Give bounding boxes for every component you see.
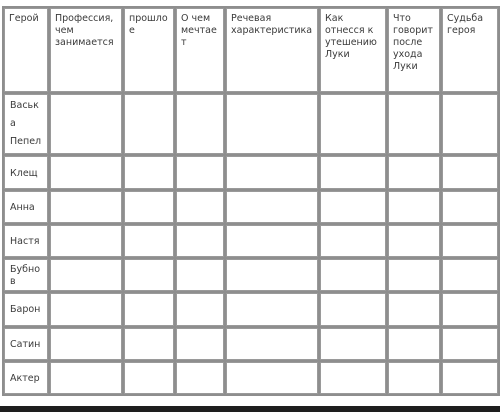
answer-cell[interactable] xyxy=(226,191,318,223)
answer-cell[interactable] xyxy=(320,259,386,291)
table-row xyxy=(4,156,498,188)
answer-cell[interactable] xyxy=(226,293,318,325)
answer-cell[interactable] xyxy=(320,156,386,188)
header-past: прошлое xyxy=(124,8,174,92)
answer-cell[interactable] xyxy=(124,225,174,257)
answer-cell[interactable] xyxy=(50,191,122,223)
answer-cell[interactable] xyxy=(442,259,498,291)
answer-cell[interactable] xyxy=(226,259,318,291)
answer-cell[interactable] xyxy=(50,94,122,154)
answer-cell[interactable] xyxy=(388,225,440,257)
header-hero: Герой xyxy=(4,8,48,92)
header-profession: Профессия, чем занимается xyxy=(50,8,122,92)
answer-cell[interactable] xyxy=(50,362,122,394)
answer-cell[interactable] xyxy=(124,156,174,188)
answer-cell[interactable] xyxy=(124,328,174,360)
hero-name-cell: Клещ xyxy=(4,156,48,188)
answer-cell[interactable] xyxy=(176,293,224,325)
answer-cell[interactable] xyxy=(124,362,174,394)
answer-cell[interactable] xyxy=(320,225,386,257)
answer-cell[interactable] xyxy=(50,259,122,291)
answer-cell[interactable] xyxy=(226,362,318,394)
answer-cell[interactable] xyxy=(388,259,440,291)
bottom-edge-bar xyxy=(0,406,500,412)
answer-cell[interactable] xyxy=(442,191,498,223)
header-fate: Судьба героя xyxy=(442,8,498,92)
answer-cell[interactable] xyxy=(50,156,122,188)
answer-cell[interactable] xyxy=(320,191,386,223)
answer-cell[interactable] xyxy=(226,156,318,188)
answer-cell[interactable] xyxy=(176,225,224,257)
header-after-luka-left: Что говорит после ухода Луки xyxy=(388,8,440,92)
table-row xyxy=(4,259,498,291)
answer-cell[interactable] xyxy=(176,94,224,154)
answer-cell[interactable] xyxy=(388,328,440,360)
answer-cell[interactable] xyxy=(442,94,498,154)
answer-cell[interactable] xyxy=(226,328,318,360)
answer-cell[interactable] xyxy=(320,293,386,325)
hero-name-cell: Сатин xyxy=(4,328,48,360)
header-dreams: О чем мечтает xyxy=(176,8,224,92)
answer-cell[interactable] xyxy=(388,156,440,188)
header-row xyxy=(4,8,498,92)
table-row xyxy=(4,191,498,223)
hero-name-cell: Васька Пепел xyxy=(4,94,48,154)
answer-cell[interactable] xyxy=(320,94,386,154)
hero-name-cell: Актер xyxy=(4,362,48,394)
hero-name-cell: Настя xyxy=(4,225,48,257)
hero-name-cell: Барон xyxy=(4,293,48,325)
answer-cell[interactable] xyxy=(388,293,440,325)
answer-cell[interactable] xyxy=(124,94,174,154)
answer-cell[interactable] xyxy=(176,259,224,291)
character-table xyxy=(2,6,500,396)
answer-cell[interactable] xyxy=(388,191,440,223)
table-row xyxy=(4,293,498,325)
answer-cell[interactable] xyxy=(50,225,122,257)
answer-cell[interactable] xyxy=(176,191,224,223)
table-row xyxy=(4,362,498,394)
answer-cell[interactable] xyxy=(124,259,174,291)
answer-cell[interactable] xyxy=(320,328,386,360)
answer-cell[interactable] xyxy=(176,328,224,360)
answer-cell[interactable] xyxy=(442,225,498,257)
answer-cell[interactable] xyxy=(124,293,174,325)
answer-cell[interactable] xyxy=(442,293,498,325)
answer-cell[interactable] xyxy=(442,156,498,188)
hero-name-cell: Бубнов xyxy=(4,259,48,291)
hero-name-cell: Анна xyxy=(4,191,48,223)
answer-cell[interactable] xyxy=(226,94,318,154)
header-attitude-to-luka: Как отнесся к утешению Луки xyxy=(320,8,386,92)
answer-cell[interactable] xyxy=(50,328,122,360)
answer-cell[interactable] xyxy=(226,225,318,257)
answer-cell[interactable] xyxy=(176,362,224,394)
answer-cell[interactable] xyxy=(442,362,498,394)
table-row xyxy=(4,328,498,360)
table-row xyxy=(4,225,498,257)
answer-cell[interactable] xyxy=(50,293,122,325)
answer-cell[interactable] xyxy=(124,191,174,223)
answer-cell[interactable] xyxy=(388,94,440,154)
answer-cell[interactable] xyxy=(176,156,224,188)
answer-cell[interactable] xyxy=(320,362,386,394)
answer-cell[interactable] xyxy=(442,328,498,360)
header-speech: Речевая характеристика xyxy=(226,8,318,92)
answer-cell[interactable] xyxy=(388,362,440,394)
table-row xyxy=(4,94,498,154)
